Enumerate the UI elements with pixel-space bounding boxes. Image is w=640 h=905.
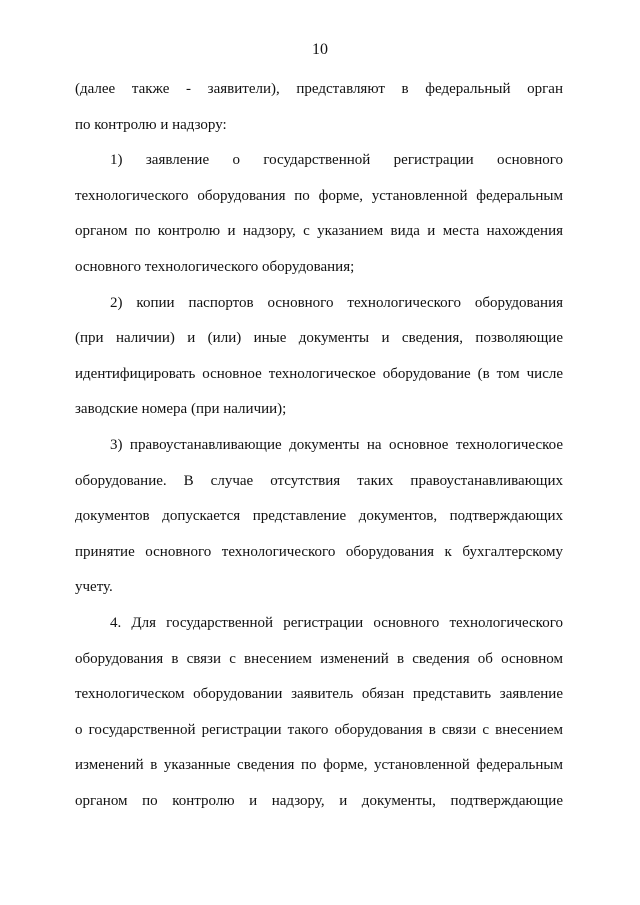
text-line: 3) правоустанавливающие документы на основное технологическое [110, 436, 563, 453]
text-line: оборудование. В случае отсутствия таких правоустанавливающих [75, 472, 563, 489]
text-line: оборудования в связи с внесением изменений в сведения об основном [75, 650, 563, 667]
text-line: изменений в указанные сведения по форме, установленной федеральным [75, 757, 563, 774]
paragraph-item-3 [75, 428, 563, 606]
text-line: (далее также - заявители), представляют в федеральный орган [75, 81, 563, 97]
page-number: 10 [312, 41, 328, 58]
text-line: (при наличии) и (или) иные документы и сведения, позволяющие [75, 330, 563, 347]
text-line: 2) копии паспортов основного технологического оборудования [110, 294, 563, 311]
text-line: органом по контролю и надзору, и документы, подтверждающие [75, 792, 563, 809]
text-line: 4. Для государственной регистрации основного технологического [110, 614, 563, 631]
text-line: заводские номера (при наличии); [75, 401, 287, 418]
paragraph-section-4 [75, 606, 563, 820]
text-line: принятие основного технологического оборудования к бухгалтерскому [75, 543, 563, 560]
paragraph-applicants-intro [75, 72, 563, 143]
text-line: технологическом оборудовании заявитель обязан представить заявление [75, 686, 563, 703]
text-line: документов допускается представление документов, подтверждающих [75, 508, 563, 525]
text-line: учету. [75, 579, 113, 596]
paragraph-item-2 [75, 286, 563, 428]
text-line: технологического оборудования по форме, установленной федеральным [75, 187, 563, 204]
text-line: по контролю и надзору: [75, 116, 227, 133]
text-line: основного технологического оборудования; [75, 258, 355, 275]
text-line: 1) заявление о государственной регистрации основного [110, 152, 563, 169]
text-line: о государственной регистрации такого оборудования в связи с внесением [75, 721, 563, 738]
text-line: идентифицировать основное технологическое оборудование (в том числе [75, 365, 563, 382]
text-line: органом по контролю и надзору, с указанием вида и места нахождения [75, 223, 563, 240]
paragraph-item-1 [75, 143, 563, 285]
document-body [75, 72, 563, 819]
